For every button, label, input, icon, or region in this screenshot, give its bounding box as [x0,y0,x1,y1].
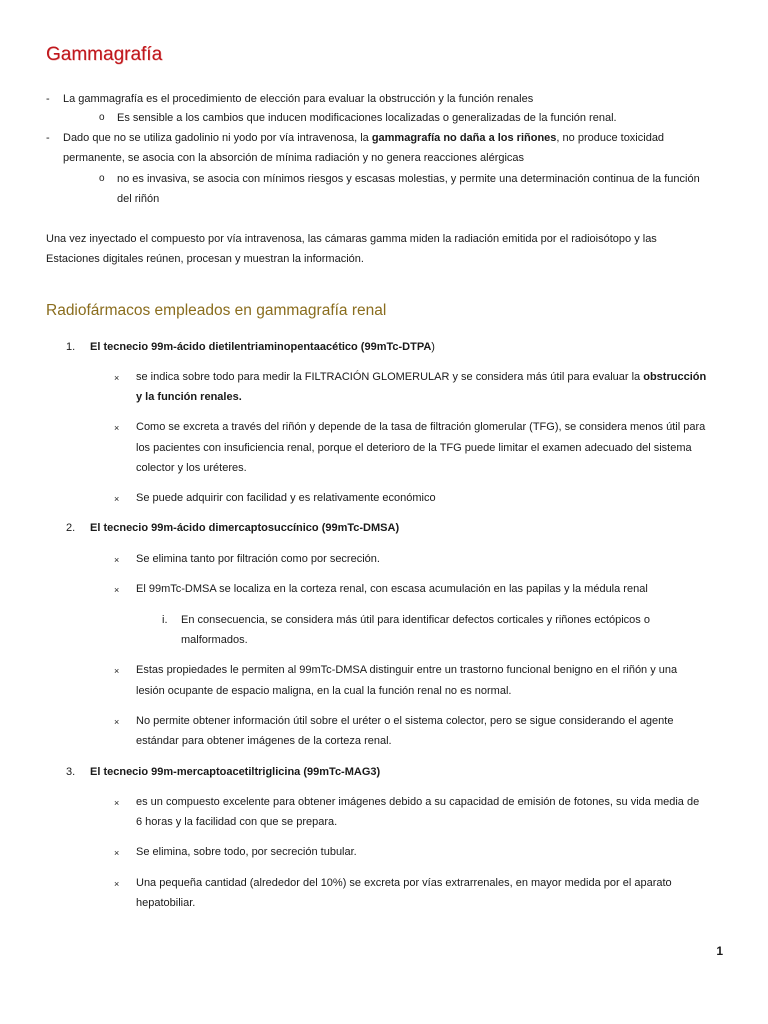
item-bullet: Se elimina, sobre todo, por secreción tubular. [136,846,357,858]
item-heading: El tecnecio 99m-mercaptoacetiltriglicina (99mTc-MAG3) [90,766,381,778]
item-bullet-line-2: lesión ocupante de espacio maligna, en la cual la función renal no es normal. [136,685,512,697]
item-bullet-line-2: los pacientes con insuficiencia renal, porque el deterioro de la TFG puede limitar el examen adecuado del sistema [136,442,692,454]
item-bullet-line-2: hepatobiliar. [136,897,196,909]
item-bullet [136,370,706,384]
page-title: Gammagrafía [46,44,163,65]
intro-bullet-1: La gammagrafía es el procedimiento de elección para evaluar la obstrucción y la función renales [63,93,534,105]
heading-end: ) [431,341,435,353]
item-bullet: Se elimina tanto por filtración como por secreción. [136,553,380,565]
bullet-marker: × [114,585,120,595]
bullet-marker: × [114,423,120,433]
sub-bullet-marker: o [99,173,105,184]
item-number: 1. [66,341,76,353]
section-title: Radiofármacos empleados en gammagrafía renal [46,302,387,319]
item-bullet: No permite obtener información útil sobre el uréter o el sistema colector, pero se sigue considerando el agente [136,715,674,727]
item-number: 2. [66,522,76,534]
item-bullet-line-2: 6 horas y la facilidad con que se prepara. [136,816,338,828]
item-heading: El tecnecio 99m-ácido dimercaptosuccínico (99mTc-DMSA) [90,522,400,534]
item-heading [90,340,435,354]
intro-sub-bullet-1: Es sensible a los cambios que inducen modificaciones localizadas o generalizadas de la función renal. [117,112,617,124]
bullet-marker: × [114,798,120,808]
paragraph-line-2: Estaciones digitales reúnen, procesan y muestran la información. [46,253,364,265]
sub-bullet-marker: o [99,112,105,123]
item-bullet-line-2: estándar para obtener imágenes de la corteza renal. [136,735,392,747]
heading-text: El tecnecio 99m-ácido dietilentriaminopentaacético (99mTc-DTPA [90,341,432,353]
paragraph-line-1: Una vez inyectado el compuesto por vía intravenosa, las cámaras gamma miden la radiación emitida por el radioisótopo y las [46,233,657,245]
bold-text: obstrucción [643,371,707,383]
text-span: se indica sobre todo para medir la FILTRACIÓN GLOMERULAR y se considera más útil para evaluar la [136,371,644,383]
bullet-marker: × [114,717,120,727]
item-bullet: Como se excreta a través del riñón y depende de la tasa de filtración glomerular (TFG), se considera menos útil para [136,421,706,433]
bold-text: gammagrafía no daña a los riñones [371,132,557,144]
text-span: Dado que no se utiliza gadolinio ni yodo por vía intravenosa, la [63,132,372,144]
bullet-marker: - [46,132,50,144]
sub-item-marker: i. [162,614,168,626]
bullet-marker: × [114,555,120,565]
item-bullet: Una pequeña cantidad (alrededor del 10%) se excreta por vías extrarrenales, en mayor medida por el aparato [136,877,672,889]
sub-item-line-2: malformados. [181,634,248,646]
bullet-marker: × [114,879,120,889]
item-bullet-line-3: colector y los uréteres. [136,462,247,474]
bullet-marker: - [46,93,50,105]
bullet-marker: × [114,666,120,676]
intro-sub-bullet-2: no es invasiva, se asocia con mínimos riesgos y escasas molestias, y permite una determinación continua de la función [117,173,700,185]
intro-bullet-2-line-2: permanente, se asocia con la absorción de mínima radiación y no genera reacciones alérgicas [63,152,525,164]
bullet-marker: × [114,848,120,858]
sub-item: En consecuencia, se considera más útil para identificar defectos corticales y riñones ectópicos o [181,614,650,626]
intro-bullet-2 [63,131,664,145]
item-bullet-line-2: y la función renales. [136,391,242,403]
bullet-marker: × [114,373,120,383]
page-number: 1 [716,944,723,958]
intro-sub-bullet-2-line-2: del riñón [117,193,160,205]
item-number: 3. [66,766,76,778]
item-bullet: es un compuesto excelente para obtener imágenes debido a su capacidad de emisión de fotones, su vida media de [136,796,700,808]
item-bullet: Se puede adquirir con facilidad y es relativamente económico [136,492,436,504]
item-bullet: Estas propiedades le permiten al 99mTc-DMSA distinguir entre un trastorno funcional benigno en el riñón y una [136,664,678,676]
bullet-marker: × [114,494,120,504]
text-span: , no produce toxicidad [556,132,665,144]
item-bullet: El 99mTc-DMSA se localiza en la corteza renal, con escasa acumulación en las papilas y la médula renal [136,583,648,595]
